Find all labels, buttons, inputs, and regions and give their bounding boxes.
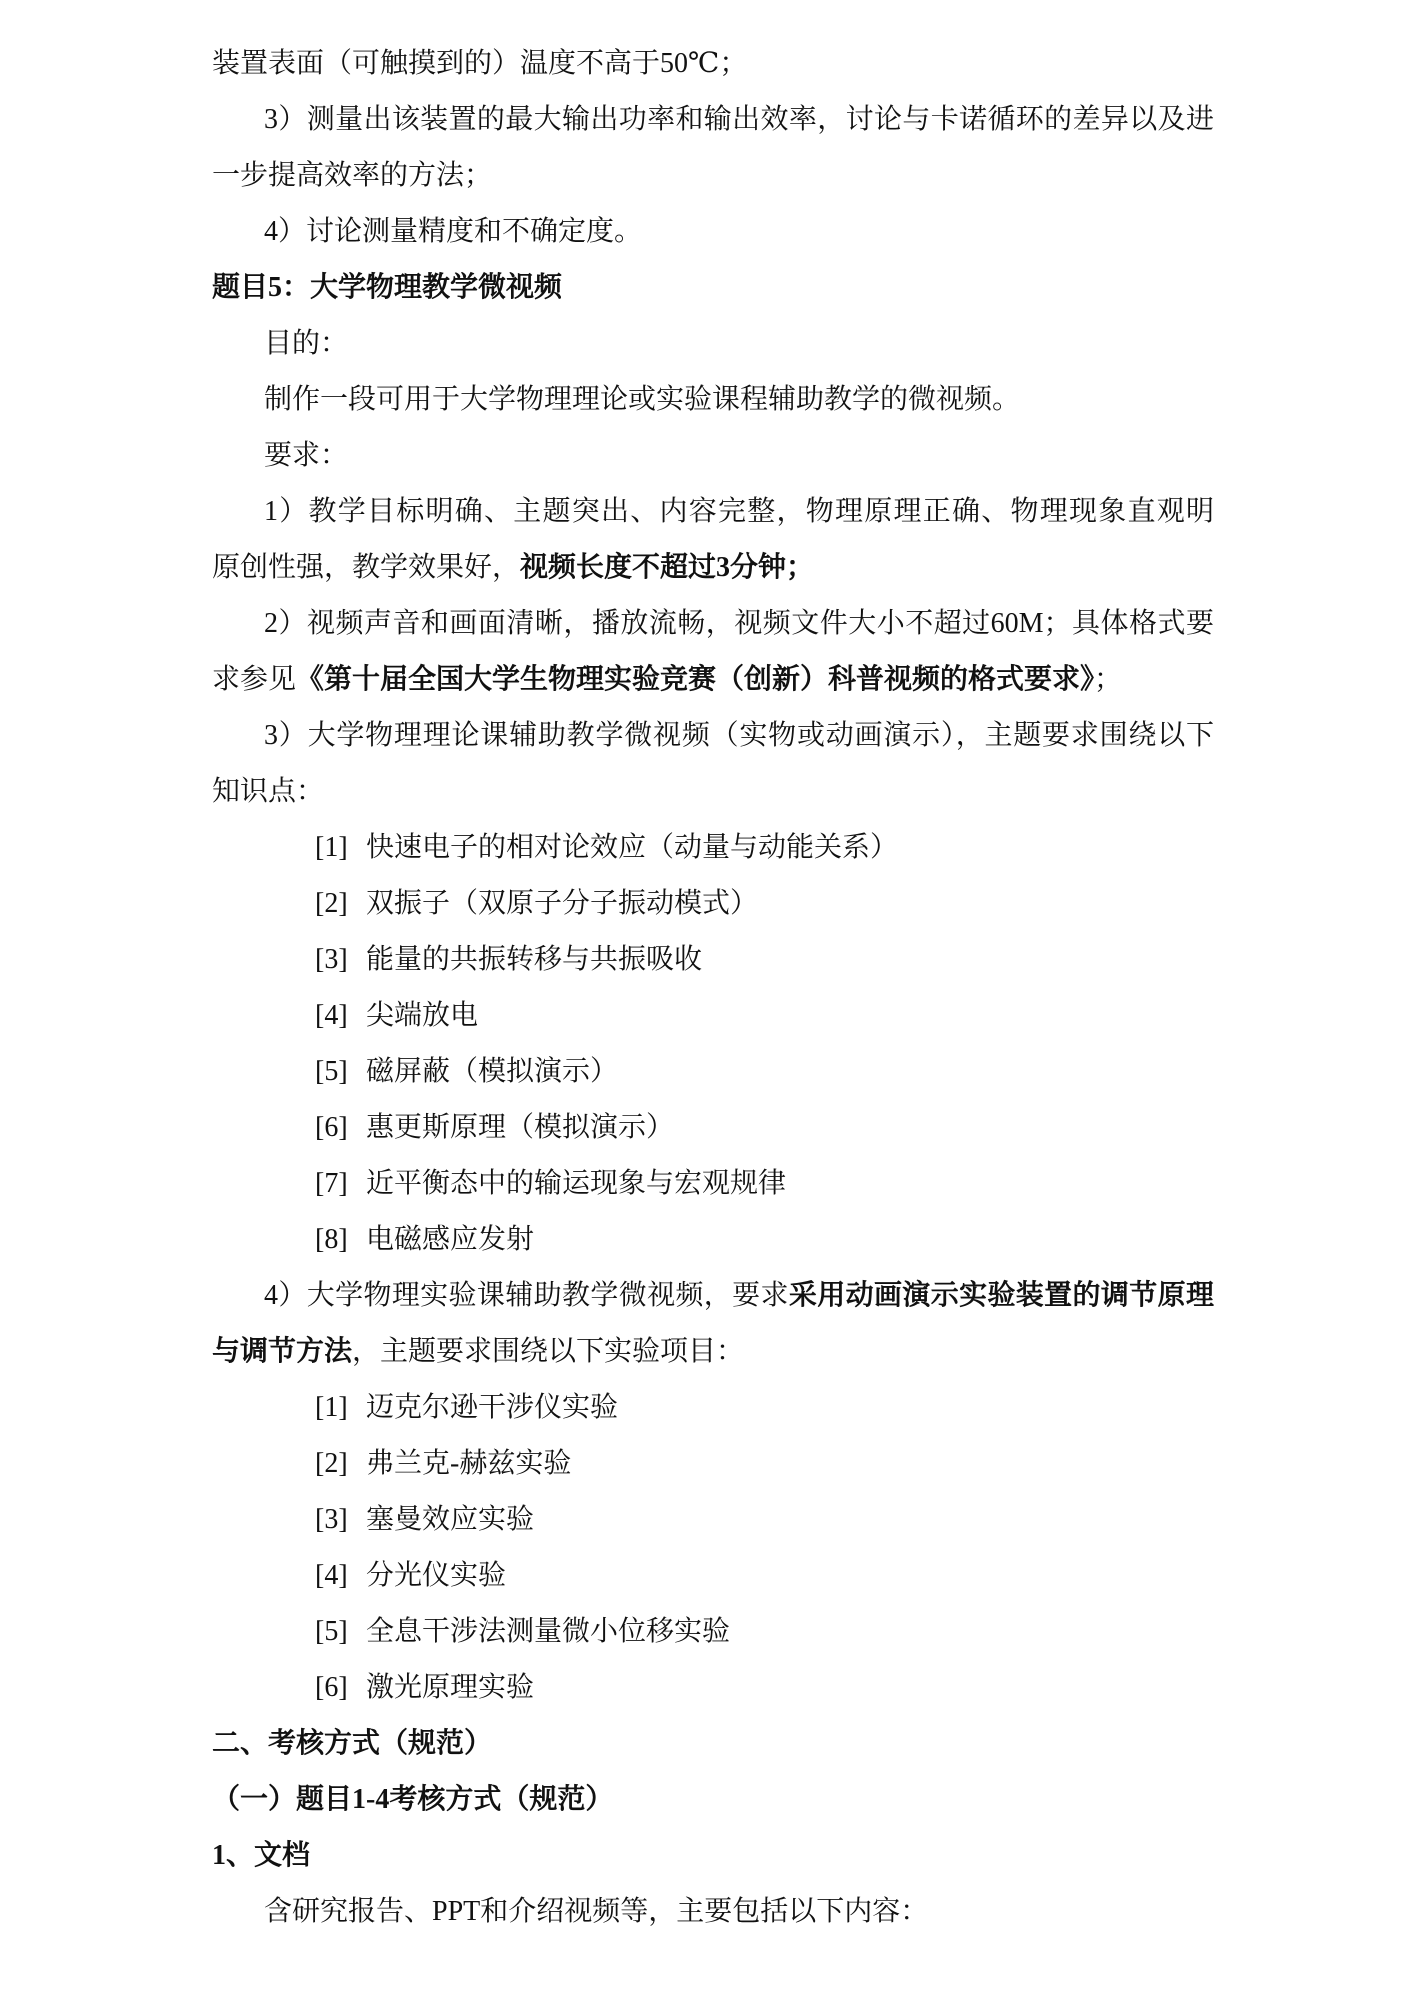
- list-item-number: [7]: [315, 1168, 348, 1199]
- list-item-text: 电磁感应发射: [366, 1224, 535, 1255]
- req2-line1: 2）视频声音和画面清晰，播放流畅，视频文件大小不超过60M；具体格式要: [264, 608, 1214, 639]
- list-item: [212, 820, 1214, 876]
- purpose-text: 制作一段可用于大学物理理论或实验课程辅助教学的微视频。: [264, 384, 1021, 415]
- list-item: [212, 932, 1214, 988]
- req2-line2: [212, 652, 1214, 708]
- list-item: [212, 1156, 1214, 1212]
- list-item-text: 分光仪实验: [366, 1560, 507, 1591]
- document-page: [212, 36, 1214, 1940]
- list-item-number: [3]: [315, 1504, 348, 1535]
- list-item-text: 弗兰克-赫兹实验: [366, 1448, 572, 1479]
- req2-line2-normal: 求参见: [212, 664, 297, 695]
- req4-line2: [212, 1324, 1214, 1380]
- req4-line1: [212, 1268, 1214, 1324]
- list-item-number: [5]: [315, 1056, 348, 1087]
- list-item-text: 激光原理实验: [366, 1672, 535, 1703]
- section2-item1-text: 含研究报告、PPT和介绍视频等，主要包括以下内容：: [264, 1896, 929, 1927]
- list-item-text: 全息干涉法测量微小位移实验: [366, 1616, 731, 1647]
- list-item-number: [4]: [315, 1560, 348, 1591]
- req4-line2-normal: ，主题要求围绕以下实验项目：: [352, 1336, 745, 1367]
- section2-heading: 二、考核方式（规范）: [212, 1728, 493, 1759]
- section2-subheading: （一）题目1-4考核方式（规范）: [212, 1784, 614, 1815]
- list-item-text: 塞曼效应实验: [366, 1504, 535, 1535]
- list-item-number: [1]: [315, 832, 348, 863]
- req1-line2-normal: 原创性强，教学效果好，: [212, 552, 521, 583]
- list-item: [212, 876, 1214, 932]
- topic4-item3-line1: 3）测量出该装置的最大输出功率和输出效率，讨论与卡诺循环的差异以及进: [264, 104, 1214, 135]
- requirements-label: 要求：: [264, 440, 349, 471]
- list-item-number: [8]: [315, 1224, 348, 1255]
- req3-line1: 3）大学物理理论课辅助教学微视频（实物或动画演示），主题要求围绕以下: [264, 720, 1214, 751]
- list-item-text: 能量的共振转移与共振吸收: [366, 944, 703, 975]
- list-item-text: 快速电子的相对论效应（动量与动能关系）: [366, 832, 899, 863]
- list-item-text: 尖端放电: [366, 1000, 479, 1031]
- req3-line2: 知识点：: [212, 776, 325, 807]
- req2-line2-tail: ；: [1094, 664, 1123, 695]
- list-item-text: 惠更斯原理（模拟演示）: [366, 1112, 675, 1143]
- list-item-number: [5]: [315, 1616, 348, 1647]
- list-item: [212, 1492, 1214, 1548]
- purpose-label: 目的：: [264, 328, 349, 359]
- req4-line1-normal: 4）大学物理实验课辅助教学微视频，要求: [264, 1280, 789, 1311]
- list-item: [212, 1212, 1214, 1268]
- list-item-number: [2]: [315, 888, 348, 919]
- req4-line2-bold: 与调节方法: [212, 1336, 353, 1367]
- req2-line2-bold: 《第十届全国大学生物理实验竞赛（创新）科普视频的格式要求》: [296, 664, 1095, 695]
- list-item: [212, 1100, 1214, 1156]
- list-item-text: 双振子（双原子分子振动模式）: [366, 888, 759, 919]
- list-item: [212, 1660, 1214, 1716]
- list-item: [212, 1044, 1214, 1100]
- list-item: [212, 1548, 1214, 1604]
- list-item-number: [6]: [315, 1112, 348, 1143]
- list-item: [212, 1380, 1214, 1436]
- section2-item1-heading: 1、文档: [212, 1840, 311, 1871]
- req1-line2: [212, 540, 1214, 596]
- list-item-text: 磁屏蔽（模拟演示）: [366, 1056, 619, 1087]
- list-item-number: [1]: [315, 1392, 348, 1423]
- req4-line1-bold: 采用动画演示实验装置的调节原理: [788, 1280, 1214, 1311]
- list-item: [212, 1436, 1214, 1492]
- continuation-line: 装置表面（可触摸到的）温度不高于50℃；: [212, 48, 748, 79]
- req1-line2-bold: 视频长度不超过3分钟；: [520, 552, 815, 583]
- list-item: [212, 1604, 1214, 1660]
- list-item: [212, 988, 1214, 1044]
- list-item-number: [2]: [315, 1448, 348, 1479]
- topic5-heading: 题目5：大学物理教学微视频: [212, 272, 563, 303]
- req1-line1: 1）教学目标明确、主题突出、内容完整，物理原理正确、物理现象直观明: [264, 496, 1214, 527]
- list-item-number: [6]: [315, 1672, 348, 1703]
- list-item-number: [3]: [315, 944, 348, 975]
- topic4-item4: 4）讨论测量精度和不确定度。: [264, 216, 643, 247]
- list-item-text: 迈克尔逊干涉仪实验: [366, 1392, 619, 1423]
- topic4-item3-line2: 一步提高效率的方法；: [212, 160, 493, 191]
- list-item-text: 近平衡态中的输运现象与宏观规律: [366, 1168, 787, 1199]
- list-item-number: [4]: [315, 1000, 348, 1031]
